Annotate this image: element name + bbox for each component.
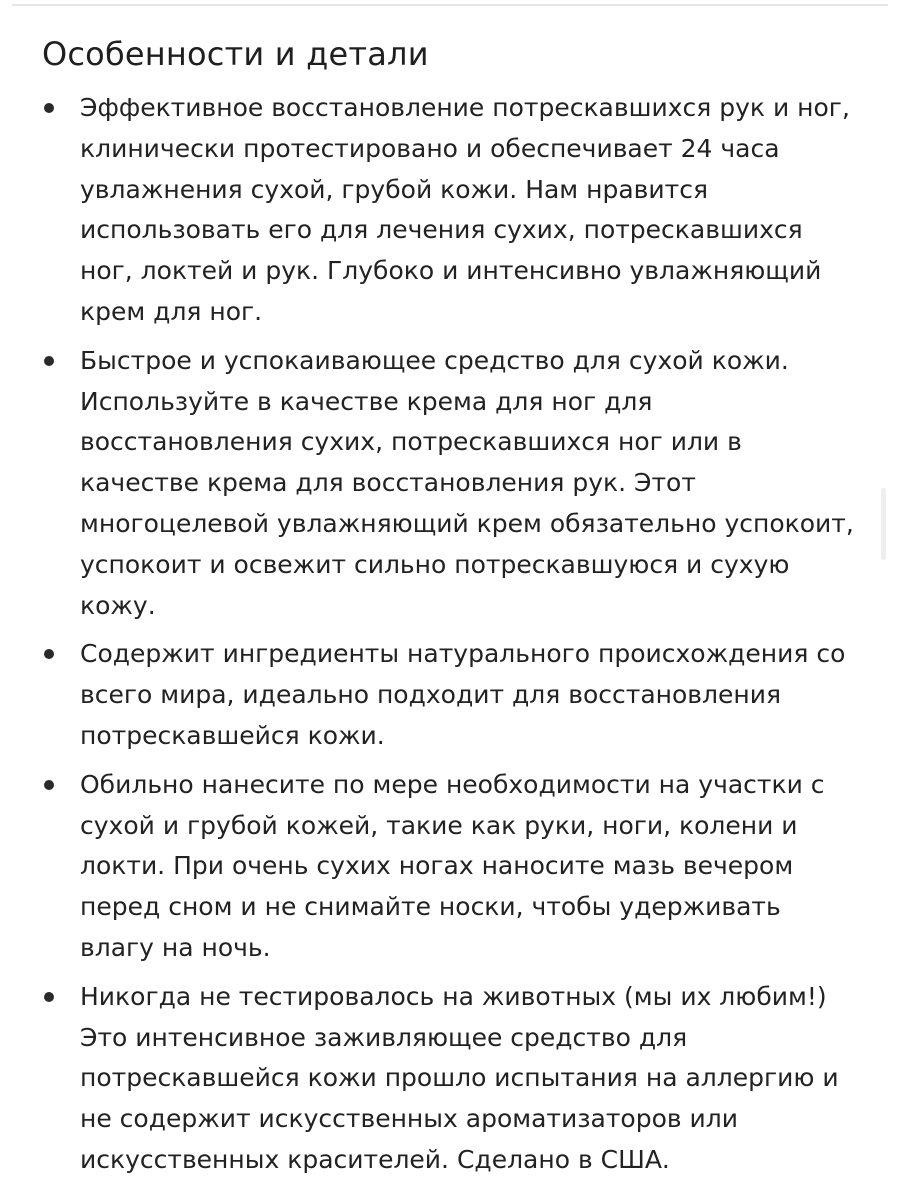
bullet-icon <box>44 992 54 1002</box>
feature-item <box>42 634 862 756</box>
feature-list <box>42 88 862 1181</box>
feature-text: Быстрое и успокаивающее средство для сухой кожи. Используйте в качестве крема для ног для восстановления сухих, потрескавшихся ног или в качестве крема для восстановления рук. Этот многоцелевой увлажняющий крем обязательно успокоит, успокоит и освежит сильно потрескавшуюся и сухую кожу. <box>80 345 854 620</box>
bullet-icon <box>44 356 54 366</box>
features-section <box>42 30 862 1189</box>
feature-item <box>42 765 862 969</box>
section-title: Особенности и детали <box>42 35 429 73</box>
bullet-icon <box>44 649 54 659</box>
feature-text: Обильно нанесите по мере необходимости на участки с сухой и грубой кожей, такие как руки, ноги, колени и локти. При очень сухих ногах наносите мазь вечером перед сном и не снимайте носки, чтобы удерживать влагу на ночь. <box>80 769 825 962</box>
feature-item <box>42 977 862 1181</box>
feature-item <box>42 88 862 333</box>
feature-text: Эффективное восстановление потрескавшихся рук и ног, клинически протестировано и обеспечивает 24 часа увлажнения сухой, грубой кожи. Нам нравится использовать его для лечения сухих, потрескавшихся ног, локтей и рук. Глубоко и интенсивно увлажняющий крем для ног. <box>80 93 850 326</box>
feature-text: Содержит ингредиенты натурального происхождения со всего мира, идеально подходит для восстановления потрескавшейся кожи. <box>80 639 846 750</box>
bullet-icon <box>44 780 54 790</box>
feature-item <box>42 341 862 627</box>
top-divider <box>12 4 888 6</box>
bullet-icon <box>44 103 54 113</box>
scrollbar-thumb[interactable] <box>881 488 886 560</box>
feature-text: Никогда не тестировалось на животных (мы их любим!) Это интенсивное заживляющее средство для потрескавшейся кожи прошло испытания на аллергию и не содержит искусственных ароматизаторов или искусственных красителей. Сделано в США. <box>80 981 839 1174</box>
